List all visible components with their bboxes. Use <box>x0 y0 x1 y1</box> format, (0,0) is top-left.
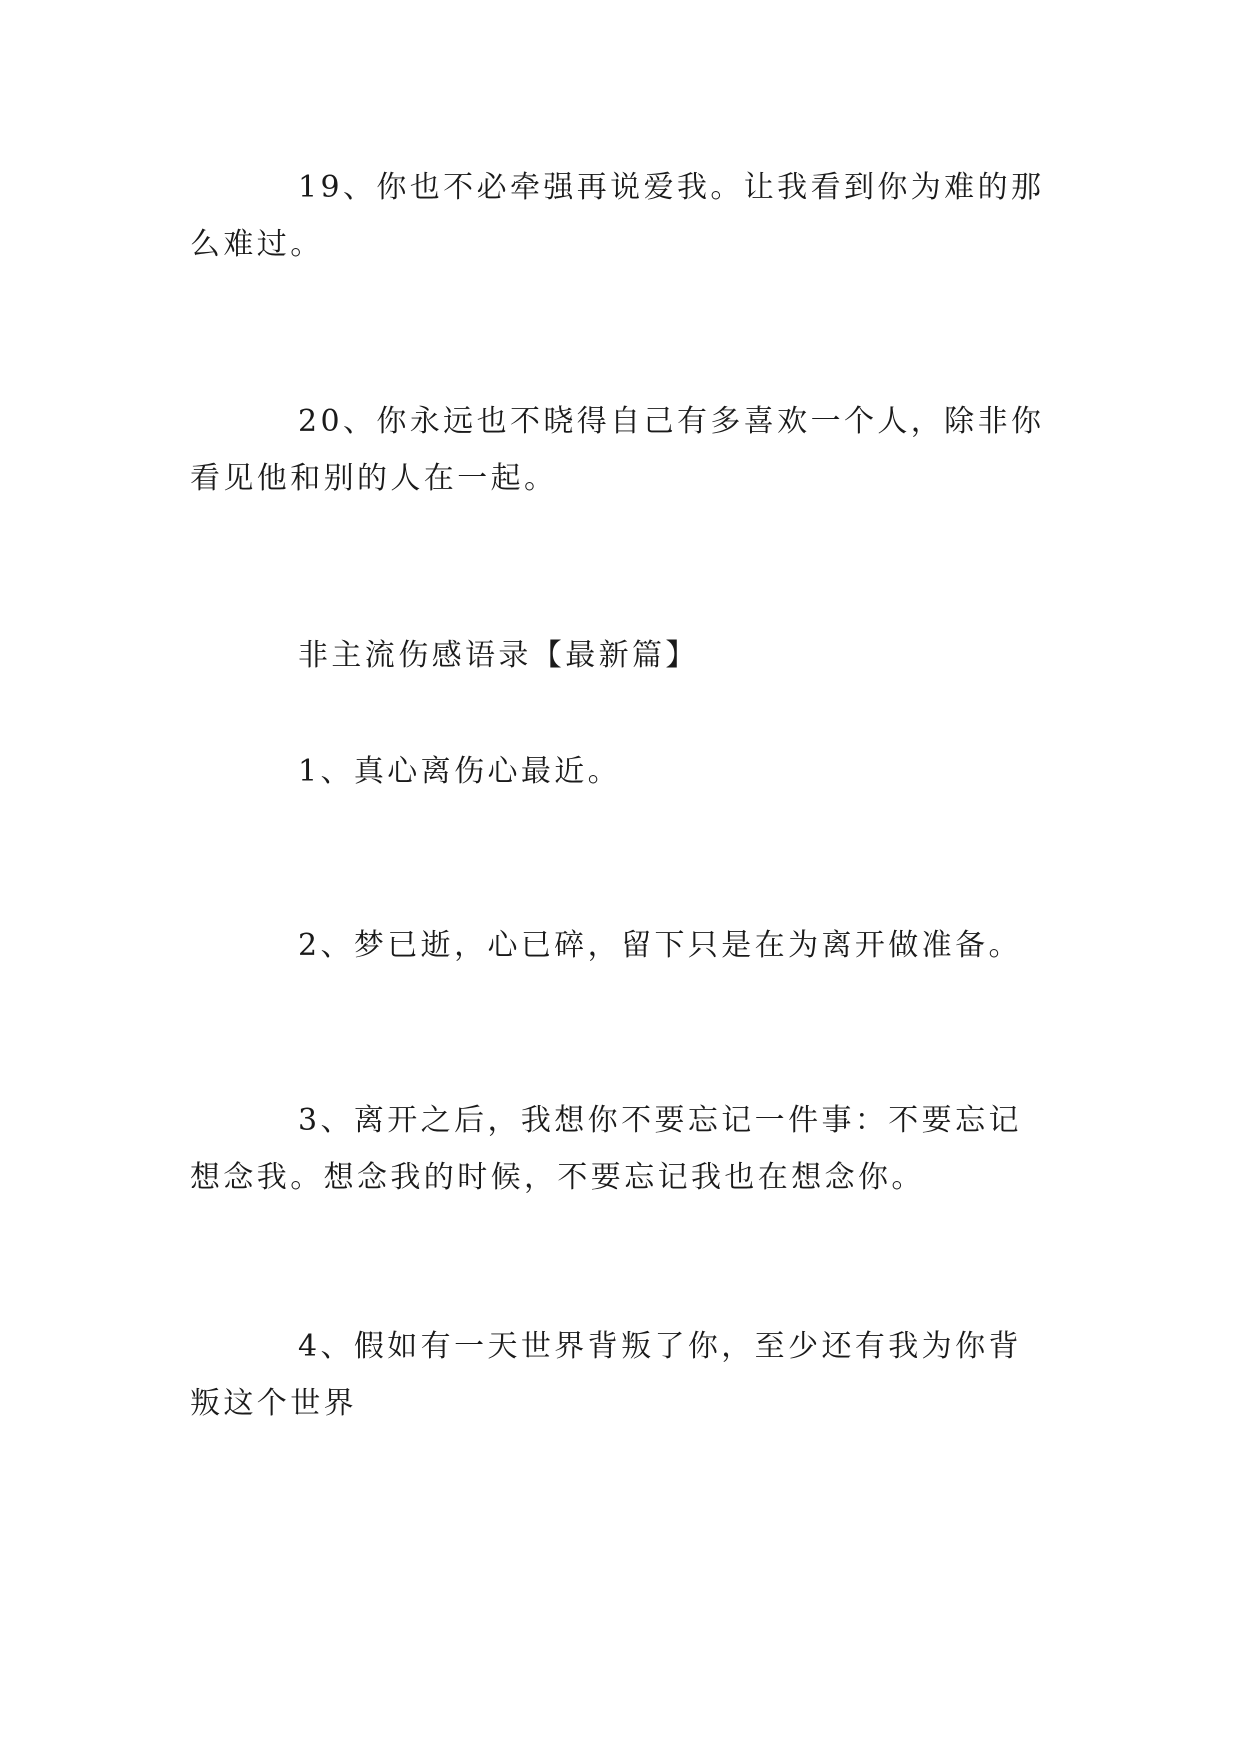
paragraph-item-3: 3、离开之后，我想你不要忘记一件事：不要忘记想念我。想念我的时候，不要忘记我也在想念你。 <box>190 1103 1022 1195</box>
section-heading: 非主流伤感语录【最新篇】 <box>298 638 699 673</box>
paragraph-item-20: 20、你永远也不晓得自己有多喜欢一个人，除非你看见他和别的人在一起。 <box>190 404 1045 496</box>
paragraph-item-4: 4、假如有一天世界背叛了你，至少还有我为你背叛这个世界 <box>190 1329 1022 1421</box>
paragraph-item-19: 19、你也不必牵强再说爱我。让我看到你为难的那么难过。 <box>190 170 1045 262</box>
paragraph-item-1: 1、真心离伤心最近。 <box>298 754 622 789</box>
paragraph-item-2: 2、梦已逝，心已碎，留下只是在为离开做准备。 <box>298 928 1022 963</box>
